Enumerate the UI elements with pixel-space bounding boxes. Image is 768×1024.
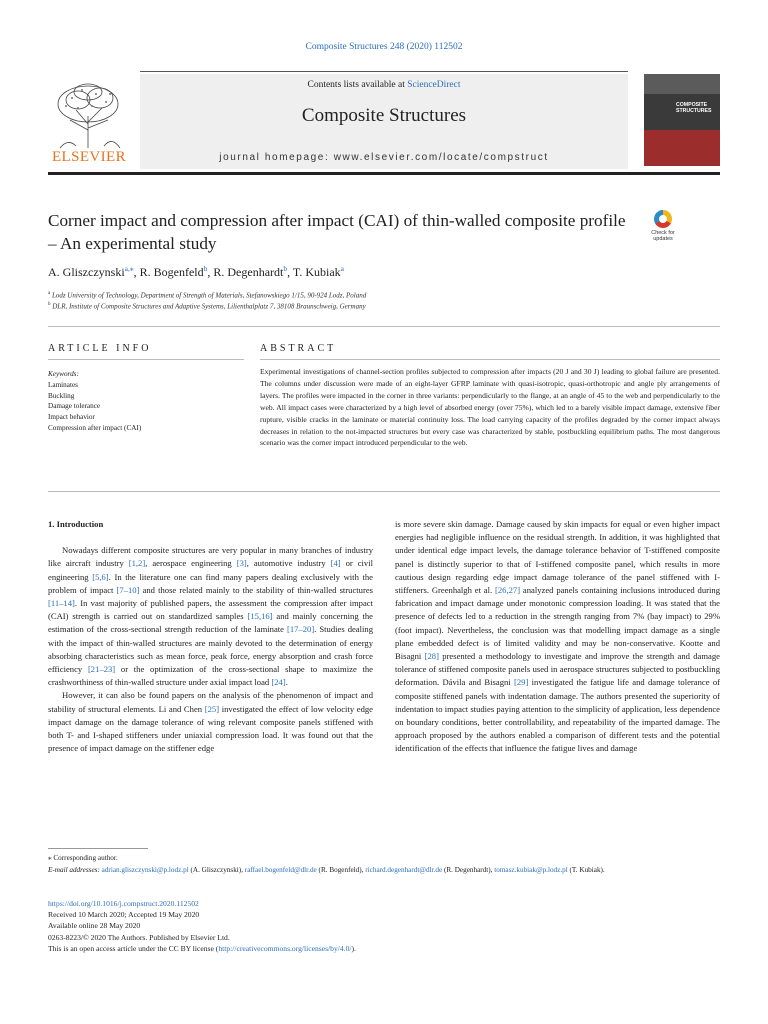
masthead-top-rule [140,71,628,72]
citation-link[interactable]: [26,27] [495,585,521,596]
paragraph [395,518,720,756]
paragraph-text: However, it can also be found papers on the analysis of the phenomenon of impact and stability of structural elements. Li and Chen [48,690,373,714]
journal-homepage[interactable]: journal homepage: www.elsevier.com/locate/compstruct [219,152,549,163]
license-line: This is an open access article under the CC BY license (http://creativecommons.org/licenses/by/4.0/). [48,943,356,953]
journal-title: Composite Structures [301,105,467,126]
cover-title: COMPOSITE STRUCTURES [676,102,712,114]
paragraph-text: presented a methodology to investigate and improve the strength and damage tolerance of stiffened composite panels used in aerospace structures subjected to postbuckling deformation. Dávila and Bisagni [395,651,720,688]
author-name[interactable]: A. Gliszczynski [48,265,125,279]
email-link[interactable]: adrian.gliszczynski@p.lodz.pl [101,866,189,874]
keyword-item: Impact behavior [48,413,95,422]
paragraph-text: or civil engineering [48,558,373,582]
body-column-right [395,518,720,756]
abstract-heading: ABSTRACT [260,343,337,354]
body-column-left [48,518,373,755]
citation-link[interactable]: [24] [271,677,286,688]
license-link[interactable]: http://creativecommons.org/licenses/by/4.0/ [218,943,352,953]
paragraph-text: and those related mainly to the stability of thin-walled structures [139,584,373,595]
section-heading: 1. Introduction [48,519,104,529]
affiliation-a: $^a$ Lodz University of Technology, Department of Strength of Materials, Stefanowskiego 1/15, 90-924 Lodz, Poland [48,291,367,300]
journal-cover-thumbnail[interactable] [644,74,720,166]
paragraph-text: . Studies dealing with the impact of thin-walled structures are mainly devoted to the determination of energy absorbing characteristics such as mean force, peak force, energy absorption and crash force efficiency [48,624,373,675]
citation-link[interactable]: [4] [330,558,341,569]
keywords-label: Keywords: [48,370,79,378]
divider [48,491,720,492]
citation-link[interactable]: [25] [204,703,220,714]
paragraph-text: . In the literature one can find many papers dealing exclusively with the problem of impact [48,571,373,595]
citation-link[interactable]: [11–14] [48,598,75,609]
received-dates: Received 10 March 2020; Accepted 19 May 2020 [48,910,200,920]
footnote-rule [48,848,148,849]
masthead-bottom-rule [48,172,720,175]
citation-link[interactable]: [29] [514,677,529,688]
citation-link[interactable]: [17–20] [287,624,315,635]
keyword-item: Buckling [48,391,75,400]
email-link[interactable]: tomasz.kubiak@p.lodz.pl [494,866,568,874]
citation-link[interactable]: [7–10] [116,584,140,595]
keyword-item: Damage tolerance [48,402,101,411]
paragraph-text: investigated the effect of low velocity edge impact damage on the damage tolerance of wing relevant composite panels stiffened with both T- and I-shaped stiffeners under uniaxial compression load. It was found out that the presence of impact damage on the stiffener edge [48,703,373,754]
abstract-text: Experimental investigations of channel-section profiles subjected to compression after impacts (20 J and 30 J) leading to global failure are presented. The columns under discussion were made of an eight-layer GFRP laminate with quasi-isotropic, quasi-orthotropic and angle ply arrangements of layers. The profiles were impacted in the corner in three variants: perpendicularly to the flange, at an angle of 45 to the web and perpendicularly to the web. All impact cases were characterized by a high level of absorbed energy (over 75%), which led to a barely visible impact damage, extensive fiber rupture, visible cracks in the laminate or material continuity loss. The load carrying capacity of the profiles degraded by the corner impact always decreases in relation to the not-impacted structures but every case was characterized by stable, postbuckling equilibrium paths. The most dangerous scenario was the corner impact introduced perpendicular to the web. [260,367,720,448]
citation-link[interactable]: [3] [236,558,247,569]
contents-prefix: Contents lists available at [307,80,408,90]
keywords-block [48,369,244,434]
paragraph-text: is more severe skin damage. Damage caused by skin impacts for equal or even higher impact energies had negligible influence on the residual strength. In addition, it was highlighted that under identical edge impact levels, the damage tolerance behavior of T-stiffened composite panel is distinctly superior to that of I-stiffened composite panel, which results in more cautious design regarding edge impact damage tolerance of the panel stiffened with I-stiffeners. Greenhalgh et al. [395,519,720,596]
crossmark-icon [654,210,672,228]
paragraph-text: . In vast majority of published papers, the assessment the compression after impact (CAI) strength is carried out on standardized samples [48,598,373,622]
paragraph [48,689,373,755]
article-info-heading: ARTICLE INFO [48,343,152,354]
paragraph [48,544,373,689]
paragraph-text: or the optimization of the cross-sectional shape to maximize the crashworthiness of thin-walled structure under axial impact load [48,664,373,688]
paragraph-text: , aerospace engineering [145,558,237,569]
divider [48,326,720,327]
sciencedirect-link[interactable]: ScienceDirect [407,80,461,90]
email-footnote: E-mail addresses: adrian.gliszczynski@p.lodz.pl (A. Gliszczynski), raffael.bogenfeld@dlr.de (R. Bogenfeld), richard.degenhardt@dlr.de (R. Degenhardt), tomasz.kubiak@p.lodz.pl (T. Kubiak). [48,866,605,874]
contents-availability-line [140,80,628,90]
paragraph-text: and mainly concerning the estimation of the cross-sectional strength reduction of the laminate [48,611,373,635]
online-date: Available online 28 May 2020 [48,921,141,931]
corresponding-author-note: ⁎ Corresponding author. [48,854,118,862]
author-list: A. Gliszczynski$^{a,⁎}$, R. Bogenfeld$^b$, R. Degenhardt$^b$, T. Kubiak$^a$ [48,264,345,279]
affiliation-b: $^b$ DLR, Institute of Composite Structures and Adaptive Systems, Lilienthalplatz 7, 38108 Braunschweig, Germany [48,302,366,311]
paragraph-text: analyzed panels containing inclusions introduced during fabrication and impact damage under monotonic compression loading. It was stated that the presence of defects led to a reduction in the strength ranging from 7% (bay impact) to 29% (foot impact). Nevertheless, the conclusion was that modelling impact damage as a single plane embedded defect is of limited validity and may be non-conservative. Kootte and Bisagni [395,585,720,662]
citation-link[interactable]: [28] [424,651,439,662]
author-name[interactable]: T. Kubiak [292,265,341,279]
author-name[interactable]: R. Degenhardt [213,265,284,279]
copyright-line: 0263-8223/© 2020 The Authors. Published by Elsevier Ltd. [48,932,230,942]
article-title: Corner impact and compression after impact (CAI) of thin-walled composite profile – An experimental study [48,211,626,253]
citation-link[interactable]: [15,16] [247,611,273,622]
journal-reference-link[interactable]: Composite Structures 248 (2020) 112502 [305,42,463,52]
citation-link[interactable]: [1,2] [128,558,146,569]
keyword-item: Compression after impact (CAI) [48,423,142,432]
article-metadata [48,898,720,954]
doi-link[interactable]: https://doi.org/10.1016/j.compstruct.2020.112502 [48,899,199,908]
paragraph-text: , automotive industry [246,558,331,569]
author-affiliation-mark[interactable]: b [283,264,288,273]
divider [48,359,244,360]
author-affiliation-mark[interactable]: a [340,264,345,273]
author-name[interactable]: R. Bogenfeld [139,265,204,279]
email-link[interactable]: raffael.bogenfeld@dlr.de [244,866,317,874]
check-for-updates-button[interactable] [646,210,680,248]
citation-link[interactable]: [5,6] [92,571,109,582]
keyword-item: Laminates [48,380,78,389]
elsevier-wordmark: ELSEVIER [51,149,127,165]
author-affiliation-mark[interactable]: a,⁎ [124,264,134,273]
author-affiliation-mark[interactable]: b [203,264,208,273]
email-label: E-mail addresses: [48,866,102,874]
paragraph-text: investigated the fatigue life and damage tolerance of composite stiffened panels with indentation damage. The authors presented the superiority of indentation to impact studies paying attention to the simplicity of application, less dependence on boundary conditions, better controllability, and repeatability of the imparted damage. The approach proposed by the authors enabled a comparison of different tests and the potential identification of the effects that influence the fatigue lives and damage [395,677,720,754]
paragraph-text: . [285,677,288,688]
paragraph-text: Nowadays different composite structures are very popular in many branches of industry like aircraft industry [48,545,373,569]
email-link[interactable]: richard.degenhardt@dlr.de [365,866,443,874]
citation-link[interactable]: [21–23] [87,664,116,675]
check-updates-label: Check for updates [651,230,675,242]
divider [260,359,720,360]
